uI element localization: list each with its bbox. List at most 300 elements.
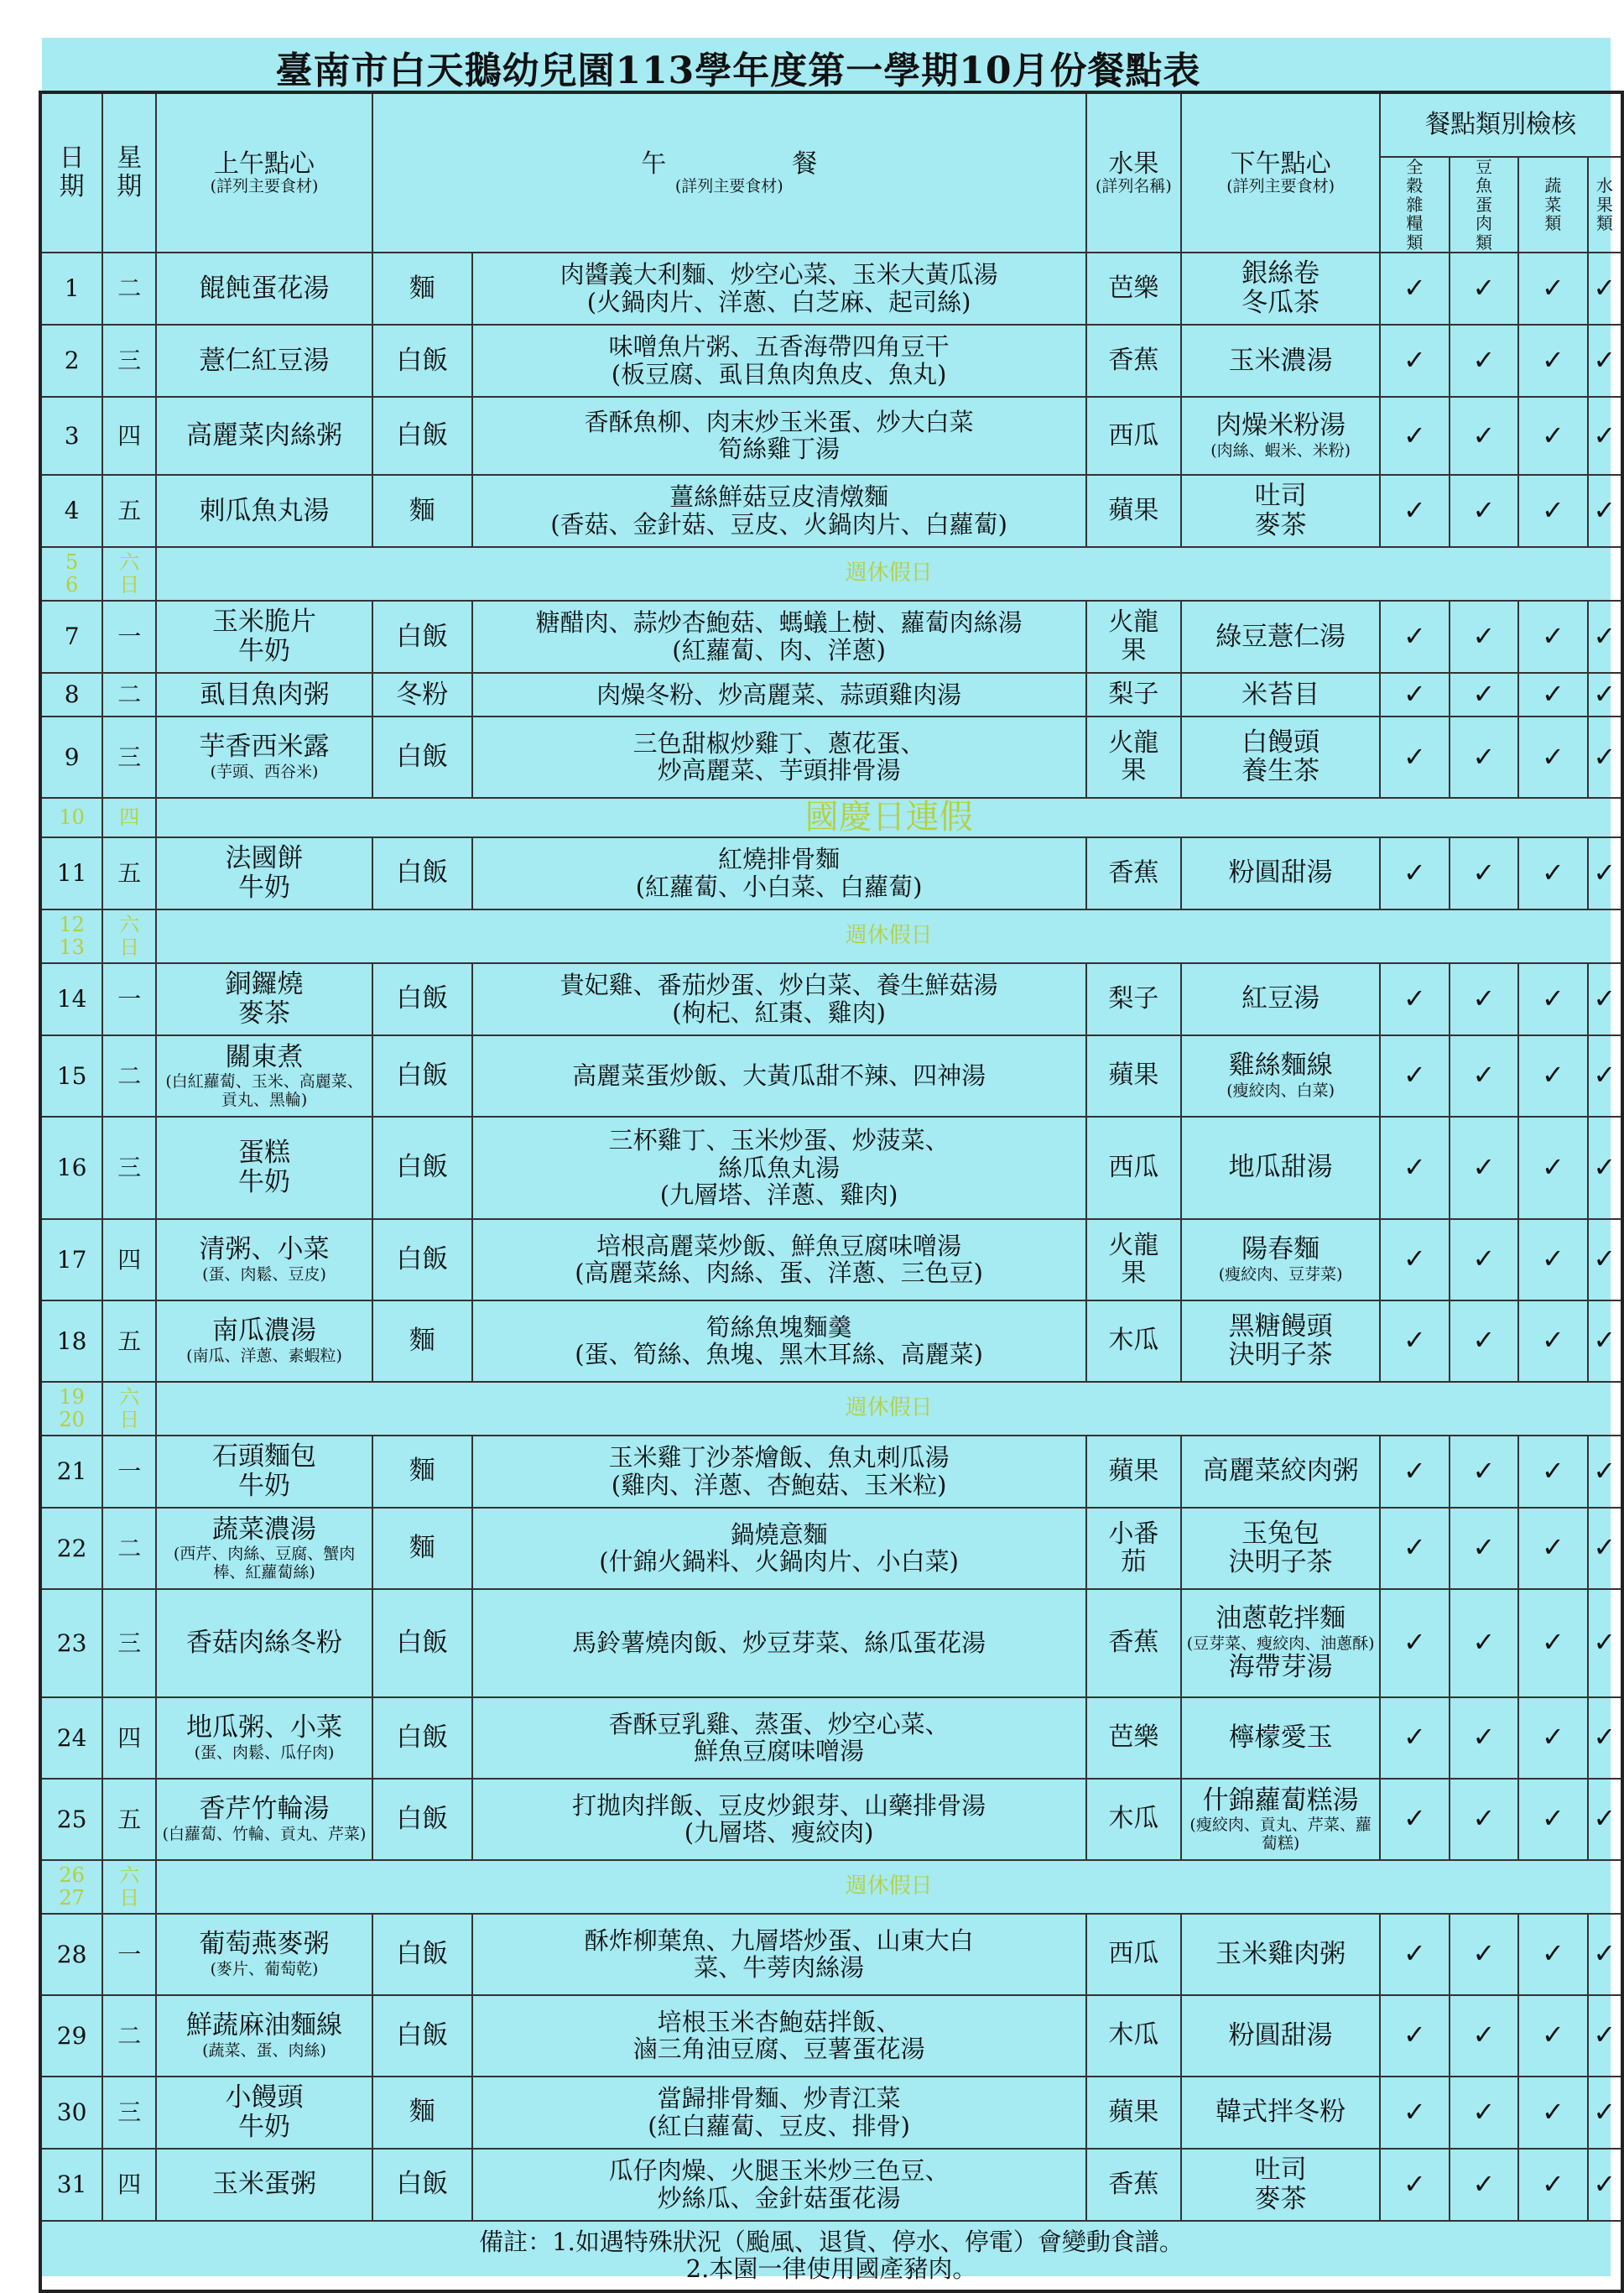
header-weekday-label: 星 [117,143,143,174]
holiday-weekday-label: 日 [119,572,140,597]
pm-snack-cell [1181,1219,1380,1300]
lunch-dishes: 培根玉米杏鮑菇拌飯、 [657,2007,901,2036]
fruit-name: 芭樂 [1108,274,1159,304]
pm-snack-cell [1181,673,1380,717]
check-mark: ✓ [1450,2077,1518,2149]
weekday-cell: 二 [102,1508,156,1589]
fruit-cell [1086,397,1181,475]
pm-snack-ingredients: (瘦絞肉、白菜) [1226,1081,1335,1100]
staple-cell: 白飯 [372,717,472,798]
weekday-cell: 一 [102,1914,156,1995]
weekday-cell: 三 [102,325,156,397]
menu-row [40,1589,1622,1697]
lunch-cell [472,475,1086,547]
holiday-weekday [102,547,156,601]
check-mark: ✓ [1518,475,1587,547]
pm-snack-name: 銀絲卷 [1241,258,1320,289]
date-cell: 16 [40,1117,102,1219]
fruit-name: 火龍 [1108,607,1159,638]
menu-row [40,1697,1622,1779]
check-mark: ✓ [1380,1300,1449,1382]
fruit-name: 蘋果 [1108,496,1159,526]
header-check-col-1 [1380,157,1449,253]
pm-snack-name: 米苔目 [1241,679,1320,710]
pm-snack-name: 綠豆薏仁湯 [1215,621,1346,652]
weekday-cell: 二 [102,673,156,717]
check-mark: ✓ [1380,673,1449,717]
header-check-col-label: 類 [1595,213,1613,234]
lunch-dishes: 當歸排骨麵、炒青江菜 [657,2084,901,2113]
fruit-cell [1086,1035,1181,1117]
am-snack-name: 牛奶 [238,1166,291,1197]
header-check-col-label: 穀 [1406,175,1424,196]
lunch-ingredients: (雞肉、洋蔥、杏鮑菇、玉米粒) [611,1470,947,1499]
lunch-dishes: 絲瓜魚丸湯 [718,1153,841,1182]
check-mark: ✓ [1518,673,1587,717]
pm-snack-cell [1181,1995,1380,2077]
holiday-date-label: 5 [65,550,79,575]
check-mark: ✓ [1380,1219,1449,1300]
pm-snack-cell [1181,1589,1380,1697]
weekday-cell: 五 [102,1300,156,1382]
check-mark: ✓ [1588,1779,1622,1860]
am-snack-name: 法國餅 [225,843,304,874]
lunch-cell [472,1589,1086,1697]
header-am-snack [156,92,372,253]
lunch-ingredients: (紅蘿蔔、肉、洋蔥) [672,635,886,664]
pm-snack-name: 白饅頭 [1241,727,1320,758]
lunch-ingredients: (高麗菜絲、肉絲、蛋、洋蔥、三色豆) [575,1259,983,1288]
header-row [40,92,1622,157]
menu-row [40,325,1622,397]
header-check-col-label: 雜 [1406,194,1424,215]
fruit-cell [1086,1117,1181,1219]
holiday-date-label: 13 [59,935,85,959]
date-cell: 21 [40,1436,102,1508]
lunch-cell [472,673,1086,717]
date-cell: 3 [40,397,102,475]
am-snack-ingredients: (白蘿蔔、竹輪、貢丸、芹菜) [162,1824,367,1843]
staple-cell: 白飯 [372,1779,472,1860]
menu-row [40,1219,1622,1300]
check-mark: ✓ [1380,601,1449,673]
holiday-row [40,547,1622,601]
staple-cell: 白飯 [372,1589,472,1697]
pm-snack-ingredients: (肉絲、蝦米、米粉) [1210,441,1351,461]
check-mark: ✓ [1588,1117,1622,1219]
fruit-name: 木瓜 [1108,1804,1159,1834]
date-cell: 7 [40,601,102,673]
weekday-cell: 三 [102,717,156,798]
header-check-col-label: 蔬 [1544,175,1562,196]
fruit-cell [1086,601,1181,673]
lunch-dishes: 筍絲魚塊麵羹 [705,1312,852,1342]
staple-cell: 白飯 [372,1035,472,1117]
weekday-cell: 四 [102,2149,156,2221]
header-check-col-4 [1588,157,1622,253]
fruit-name: 茄 [1121,1547,1147,1577]
menu-row [40,475,1622,547]
date-cell: 8 [40,673,102,717]
check-mark: ✓ [1588,1697,1622,1779]
am-snack-name: 蛋糕 [238,1138,291,1169]
lunch-cell [472,1300,1086,1382]
fruit-name: 西瓜 [1108,1939,1159,1969]
staple-cell: 白飯 [372,837,472,909]
menu-row [40,1436,1622,1508]
menu-row [40,1914,1622,1995]
pm-snack-name: 冬瓜茶 [1241,287,1320,318]
header-check-col-label: 類 [1475,232,1492,253]
holiday-weekday-label: 日 [119,935,140,959]
check-mark: ✓ [1518,1436,1587,1508]
lunch-cell [472,1914,1086,1995]
am-snack-name: 小饅頭 [225,2082,304,2113]
lunch-dishes: 打拋肉拌飯、豆皮炒銀芽、山藥排骨湯 [572,1790,986,1820]
pm-snack-cell [1181,1697,1380,1779]
lunch-cell [472,1035,1086,1117]
am-snack-name: 牛奶 [238,635,291,666]
holiday-date [40,798,102,837]
check-mark: ✓ [1518,717,1587,798]
fruit-name: 蘋果 [1108,1061,1159,1091]
lunch-ingredients: (紅蘿蔔、小白菜、白蘿蔔) [635,872,923,901]
check-mark: ✓ [1450,1995,1518,2077]
lunch-ingredients: (板豆腐、虱目魚肉魚皮、魚丸) [611,359,947,388]
weekday-cell: 二 [102,253,156,325]
menu-row [40,1508,1622,1589]
check-mark: ✓ [1450,325,1518,397]
pm-snack-name: 麥茶 [1254,2183,1307,2214]
check-mark: ✓ [1450,1117,1518,1219]
holiday-weekday-label: 六 [119,1384,140,1409]
check-mark: ✓ [1380,1914,1449,1995]
menu-row [40,1779,1622,1860]
header-weekday-label: 期 [117,171,143,201]
check-mark: ✓ [1450,601,1518,673]
am-snack-name: 銅鑼燒 [225,969,304,1000]
fruit-name: 火龍 [1108,1230,1159,1260]
check-mark: ✓ [1518,1914,1587,1995]
am-snack-name: 關東煮 [225,1041,304,1072]
staple-cell: 白飯 [372,1914,472,1995]
holiday-weekday [102,798,156,837]
weekday-cell: 三 [102,1117,156,1219]
am-snack-ingredients: (蛋、肉鬆、豆皮) [202,1264,326,1284]
am-snack-name: 地瓜粥、小菜 [186,1712,343,1743]
pm-snack-ingredients: (豆芽菜、瘦絞肉、油蔥酥) [1186,1634,1375,1653]
check-mark: ✓ [1588,1508,1622,1589]
menu-row [40,963,1622,1035]
pm-snack-cell [1181,2149,1380,2221]
am-snack-ingredients: (蛋、肉鬆、瓜仔肉) [194,1743,335,1762]
am-snack-cell [156,1300,372,1382]
fruit-name: 香蕉 [1108,346,1159,376]
weekday-cell: 一 [102,601,156,673]
date-cell: 18 [40,1300,102,1382]
am-snack-cell [156,325,372,397]
menu-row [40,601,1622,673]
header-date-label: 期 [59,171,85,201]
pm-snack-name: 雞絲麵線 [1228,1050,1333,1081]
check-mark: ✓ [1450,1697,1518,1779]
check-mark: ✓ [1518,963,1587,1035]
menu-row [40,837,1622,909]
lunch-dishes: 炒高麗菜、芋頭排骨湯 [657,756,901,785]
lunch-cell [472,1508,1086,1589]
check-mark: ✓ [1380,837,1449,909]
lunch-dishes: 酥炸柳葉魚、九層塔炒蛋、山東大白 [584,1926,974,1955]
date-cell: 4 [40,475,102,547]
am-snack-name: 餛飩蛋花湯 [199,273,330,304]
pm-snack-ingredients: (瘦絞肉、豆芽菜) [1218,1264,1343,1284]
pm-snack-cell [1181,1914,1380,1995]
check-mark: ✓ [1518,837,1587,909]
check-mark: ✓ [1518,1995,1587,2077]
holiday-row [40,798,1622,837]
pm-snack-name: 黑糖饅頭 [1228,1311,1333,1342]
staple-cell: 白飯 [372,1117,472,1219]
pm-snack-cell [1181,397,1380,475]
check-mark: ✓ [1380,1508,1449,1589]
header-am-snack-sub: (詳列主要食材) [210,177,319,196]
check-mark: ✓ [1380,963,1449,1035]
check-mark: ✓ [1450,475,1518,547]
holiday-text: 國慶日連假 [156,798,1622,837]
date-cell: 24 [40,1697,102,1779]
lunch-cell [472,1697,1086,1779]
lunch-dishes: 香酥豆乳雞、蒸蛋、炒空心菜、 [608,1709,950,1738]
menu-row [40,2149,1622,2221]
holiday-text: 週休假日 [156,909,1622,963]
header-check-col-label: 糧 [1406,213,1424,234]
fruit-name: 香蕉 [1108,1628,1159,1658]
lunch-dishes: 肉醬義大利麵、炒空心菜、玉米大黃瓜湯 [560,260,998,289]
holiday-date-label: 6 [65,572,79,597]
staple-cell: 白飯 [372,325,472,397]
am-snack-name: 虱目魚肉粥 [199,679,330,710]
check-mark: ✓ [1518,1779,1587,1860]
fruit-name: 小番 [1108,1519,1159,1549]
pm-snack-name: 紅豆湯 [1241,983,1320,1014]
lunch-ingredients: (九層塔、瘦絞肉) [684,1818,874,1847]
check-mark: ✓ [1380,475,1449,547]
page-title: 臺南市白天鵝幼兒園113學年度第一學期10月份餐點表 [275,50,1201,92]
lunch-cell [472,601,1086,673]
lunch-cell [472,2149,1086,2221]
fruit-cell [1086,1697,1181,1779]
fruit-name: 火龍 [1108,727,1159,758]
holiday-date-label: 20 [59,1407,85,1431]
staple-cell: 白飯 [372,601,472,673]
check-mark: ✓ [1450,253,1518,325]
lunch-dishes: 炒絲瓜、金針菇蛋花湯 [657,2183,901,2212]
check-mark: ✓ [1588,325,1622,397]
check-mark: ✓ [1450,1914,1518,1995]
fruit-cell [1086,673,1181,717]
date-cell: 28 [40,1914,102,1995]
am-snack-cell [156,2149,372,2221]
pm-snack-name: 玉米雞肉粥 [1215,1938,1346,1969]
lunch-dishes: 滷三角油豆腐、豆薯蛋花湯 [632,2035,925,2064]
check-mark: ✓ [1450,1219,1518,1300]
staple-cell: 白飯 [372,2149,472,2221]
holiday-date [40,909,102,963]
fruit-cell [1086,1995,1181,2077]
am-snack-name: 刺瓜魚丸湯 [199,495,330,526]
weekday-cell: 四 [102,1219,156,1300]
header-check-col-label: 水 [1595,175,1613,196]
am-snack-cell [156,673,372,717]
pm-snack-cell [1181,1035,1380,1117]
fruit-cell [1086,717,1181,798]
check-mark: ✓ [1588,837,1622,909]
staple-cell: 冬粉 [372,673,472,717]
header-lunch-label: 午 餐 [641,149,818,179]
header-lunch [372,92,1086,253]
lunch-dishes: 紅燒排骨麵 [718,845,841,874]
fruit-cell [1086,1914,1181,1995]
pm-snack-name: 吐司 [1254,481,1307,512]
check-mark: ✓ [1450,1508,1518,1589]
am-snack-name: 蔬菜濃湯 [212,1514,317,1545]
header-date-label: 日 [59,143,85,174]
pm-snack-name: 玉兔包 [1241,1518,1320,1549]
holiday-date-label: 26 [59,1863,85,1887]
check-mark: ✓ [1588,253,1622,325]
check-mark: ✓ [1518,1300,1587,1382]
date-cell: 29 [40,1995,102,2077]
check-mark: ✓ [1380,397,1449,475]
lunch-dishes: 三杯雞丁、玉米炒蛋、炒菠菜、 [608,1126,950,1155]
am-snack-cell [156,475,372,547]
holiday-weekday [102,1860,156,1914]
holiday-weekday-label: 六 [119,1863,140,1887]
holiday-date-label: 27 [59,1885,85,1910]
am-snack-cell [156,1219,372,1300]
check-mark: ✓ [1380,1589,1449,1697]
holiday-weekday-label: 四 [119,805,140,829]
pm-snack-name: 粉圓甜湯 [1228,857,1333,889]
am-snack-ingredients: (西芹、肉絲、豆腐、蟹肉棒、紅蘿蔔絲) [173,1545,356,1582]
am-snack-ingredients: (芋頭、西谷米) [210,763,319,782]
check-mark: ✓ [1588,1219,1622,1300]
menu-row [40,673,1622,717]
pm-snack-name: 決明子茶 [1228,1547,1333,1578]
weekday-cell: 四 [102,397,156,475]
check-mark: ✓ [1518,1117,1587,1219]
lunch-cell [472,1779,1086,1860]
header-pm-snack [1181,92,1380,253]
lunch-dishes: 肉燥冬粉、炒高麗菜、蒜頭雞肉湯 [596,680,962,709]
pm-snack-name: 油蔥乾拌麵 [1215,1602,1346,1634]
am-snack-cell [156,837,372,909]
pm-snack-name-2: 海帶芽湯 [1228,1651,1333,1682]
check-mark: ✓ [1380,2149,1449,2221]
lunch-ingredients: (九層塔、洋蔥、雞肉) [659,1180,898,1209]
date-cell: 9 [40,717,102,798]
fruit-cell [1086,1589,1181,1697]
holiday-row [40,1860,1622,1914]
fruit-name: 果 [1121,756,1147,786]
date-cell: 25 [40,1779,102,1860]
fruit-cell [1086,1436,1181,1508]
am-snack-ingredients: (南瓜、洋蔥、素蝦粒) [186,1346,342,1365]
holiday-date-label: 10 [59,805,85,829]
check-mark: ✓ [1518,397,1587,475]
holiday-date [40,1382,102,1436]
check-mark: ✓ [1518,253,1587,325]
am-snack-name: 南瓜濃湯 [212,1316,317,1347]
holiday-date [40,547,102,601]
fruit-name: 果 [1121,1259,1147,1289]
fruit-cell [1086,1508,1181,1589]
holiday-weekday [102,1382,156,1436]
lunch-cell [472,2077,1086,2149]
menu-table [39,91,1624,2293]
staple-cell: 白飯 [372,1219,472,1300]
pm-snack-name: 韓式拌冬粉 [1215,2097,1346,2128]
staple-cell: 白飯 [372,963,472,1035]
lunch-dishes: 糖醋肉、蒜炒杏鮑菇、螞蟻上樹、蘿蔔肉絲湯 [535,608,1023,638]
fruit-cell [1086,1300,1181,1382]
lunch-dishes: 鮮魚豆腐味噌湯 [694,1737,865,1766]
pm-snack-cell [1181,253,1380,325]
lunch-ingredients: (什錦火鍋料、火鍋肉片、小白菜) [599,1547,959,1576]
holiday-text: 週休假日 [156,1382,1622,1436]
check-mark: ✓ [1518,1697,1587,1779]
lunch-dishes: 玉米雞丁沙茶燴飯、魚丸刺瓜湯 [608,1443,950,1472]
pm-snack-cell [1181,717,1380,798]
header-check-col-label: 魚 [1475,175,1492,196]
check-mark: ✓ [1588,475,1622,547]
am-snack-name: 香芹竹輪湯 [199,1794,330,1825]
am-snack-cell [156,1779,372,1860]
check-mark: ✓ [1450,1436,1518,1508]
header-check-col-label: 類 [1544,213,1562,234]
header-pm-snack-label: 下午點心 [1230,149,1331,179]
fruit-cell [1086,837,1181,909]
pm-snack-cell [1181,2077,1380,2149]
check-mark: ✓ [1380,1117,1449,1219]
lunch-cell [472,1995,1086,2077]
fruit-name: 木瓜 [1108,1326,1159,1356]
am-snack-name: 牛奶 [238,872,291,903]
weekday-cell: 五 [102,837,156,909]
lunch-cell [472,325,1086,397]
fruit-cell [1086,1779,1181,1860]
pm-snack-ingredients: (瘦絞肉、貢丸、芹菜、蘿蔔糕) [1189,1816,1372,1853]
lunch-ingredients: (蛋、筍絲、魚塊、黑木耳絲、高麗菜) [575,1340,983,1369]
lunch-cell [472,397,1086,475]
am-snack-cell [156,601,372,673]
pm-snack-name: 玉米濃湯 [1228,345,1333,376]
am-snack-name: 牛奶 [238,2111,291,2142]
lunch-dishes: 馬鈴薯燒肉飯、炒豆芽菜、絲瓜蛋花湯 [572,1629,986,1658]
pm-snack-name: 地瓜甜湯 [1228,1152,1333,1183]
date-cell: 17 [40,1219,102,1300]
check-mark: ✓ [1450,717,1518,798]
fruit-cell [1086,1219,1181,1300]
fruit-cell [1086,2077,1181,2149]
date-cell: 15 [40,1035,102,1117]
lunch-ingredients: (火鍋肉片、洋蔥、白芝麻、起司絲) [586,287,971,316]
am-snack-cell [156,1995,372,2077]
pm-snack-name: 決明子茶 [1228,1340,1333,1371]
am-snack-name: 清粥、小菜 [199,1234,330,1265]
am-snack-name: 麥茶 [238,998,291,1029]
holiday-row [40,909,1622,963]
